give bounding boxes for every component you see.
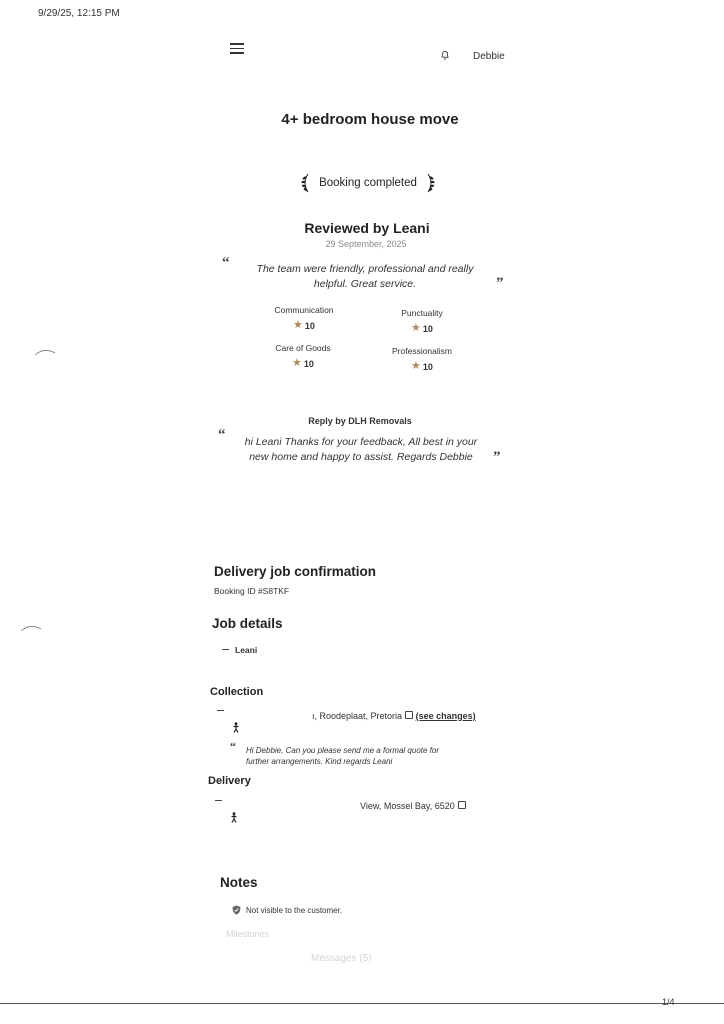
laurel-right-icon	[425, 173, 435, 193]
messages-tab[interactable]: Messages (5)	[311, 953, 372, 964]
rating-communication	[254, 305, 354, 331]
see-changes-link[interactable]: (see changes)	[415, 711, 476, 721]
page-divider	[0, 1003, 724, 1004]
rating-value: 10	[304, 320, 315, 331]
delivery-address	[360, 801, 466, 811]
collection-address-text: ı, Roodeplaat, Pretoria	[312, 711, 403, 721]
page-number: 1/4	[662, 997, 675, 1007]
delivery-heading: Delivery	[208, 775, 251, 787]
reply-quote-line: hi Leani Thanks for your feedback, All best in your	[244, 436, 478, 448]
rating-label: Communication	[274, 305, 334, 315]
star-icon: ★	[293, 319, 303, 331]
rating-label: Professionalism	[392, 346, 452, 356]
rating-label: Care of Goods	[275, 343, 331, 353]
dash-icon	[222, 649, 229, 650]
star-icon: ★	[292, 357, 302, 369]
notes-visibility: Not visible to the customer.	[246, 906, 343, 915]
reply-quote-line: new home and happy to assist. Regards Debbie	[249, 451, 473, 463]
bell-icon[interactable]	[439, 49, 451, 61]
booking-status-badge	[296, 172, 440, 194]
delivery-address-text: View, Mossel Bay, 6520	[360, 801, 455, 811]
scan-mark	[34, 347, 56, 357]
milestones-tab[interactable]: Milestones	[226, 929, 270, 939]
open-quote-icon: “	[222, 255, 230, 271]
notes-heading: Notes	[220, 875, 258, 890]
shield-icon	[232, 905, 241, 915]
person-icon	[232, 722, 240, 733]
copy-icon[interactable]	[405, 711, 413, 719]
person-icon	[230, 812, 238, 823]
close-quote-icon: ”	[493, 449, 501, 465]
hamburger-menu-icon[interactable]	[230, 40, 244, 54]
booking-status-label: Booking completed	[319, 177, 417, 189]
job-details-heading: Job details	[212, 616, 283, 631]
laurel-left-icon	[301, 173, 311, 193]
booking-id: Booking ID #S8TKF	[214, 586, 290, 596]
collection-heading: Collection	[210, 686, 264, 698]
review-quote	[240, 262, 490, 292]
customer-name: Leani	[235, 645, 258, 655]
page-title: 4+ bedroom house move	[281, 111, 459, 128]
reply-heading: Reply by DLH Removals	[308, 416, 412, 426]
rating-care-of-goods	[253, 343, 353, 369]
dash-icon	[215, 800, 222, 801]
print-timestamp: 9/29/25, 12:15 PM	[38, 8, 120, 19]
user-name[interactable]: Debbie	[473, 51, 505, 62]
open-quote-icon: “	[230, 739, 236, 753]
copy-icon[interactable]	[458, 801, 466, 809]
rating-value: 10	[422, 361, 433, 372]
collection-note-line: Hi Debbie, Can you please send me a formal quote for	[246, 746, 439, 755]
review-quote-line: The team were friendly, professional and really	[256, 263, 474, 275]
review-date: 29 September, 2025	[325, 239, 407, 249]
rating-professionalism	[372, 346, 472, 372]
star-icon: ★	[411, 322, 421, 334]
collection-note-line: further arrangements. Kind regards Leani	[246, 757, 393, 766]
review-heading: Reviewed by Leani	[304, 220, 430, 236]
collection-address	[312, 711, 476, 721]
rating-label: Punctuality	[401, 308, 443, 318]
scan-mark	[20, 623, 42, 633]
reply-quote	[230, 435, 492, 465]
close-quote-icon: ”	[496, 275, 504, 291]
star-icon: ★	[411, 360, 421, 372]
rating-punctuality	[372, 308, 472, 334]
confirmation-heading: Delivery job confirmation	[214, 564, 377, 579]
rating-value: 10	[422, 323, 433, 334]
collection-note	[246, 745, 486, 767]
open-quote-icon: “	[218, 427, 226, 443]
rating-value: 10	[303, 358, 314, 369]
dash-icon	[217, 710, 224, 711]
review-quote-line: helpful. Great service.	[313, 278, 417, 290]
